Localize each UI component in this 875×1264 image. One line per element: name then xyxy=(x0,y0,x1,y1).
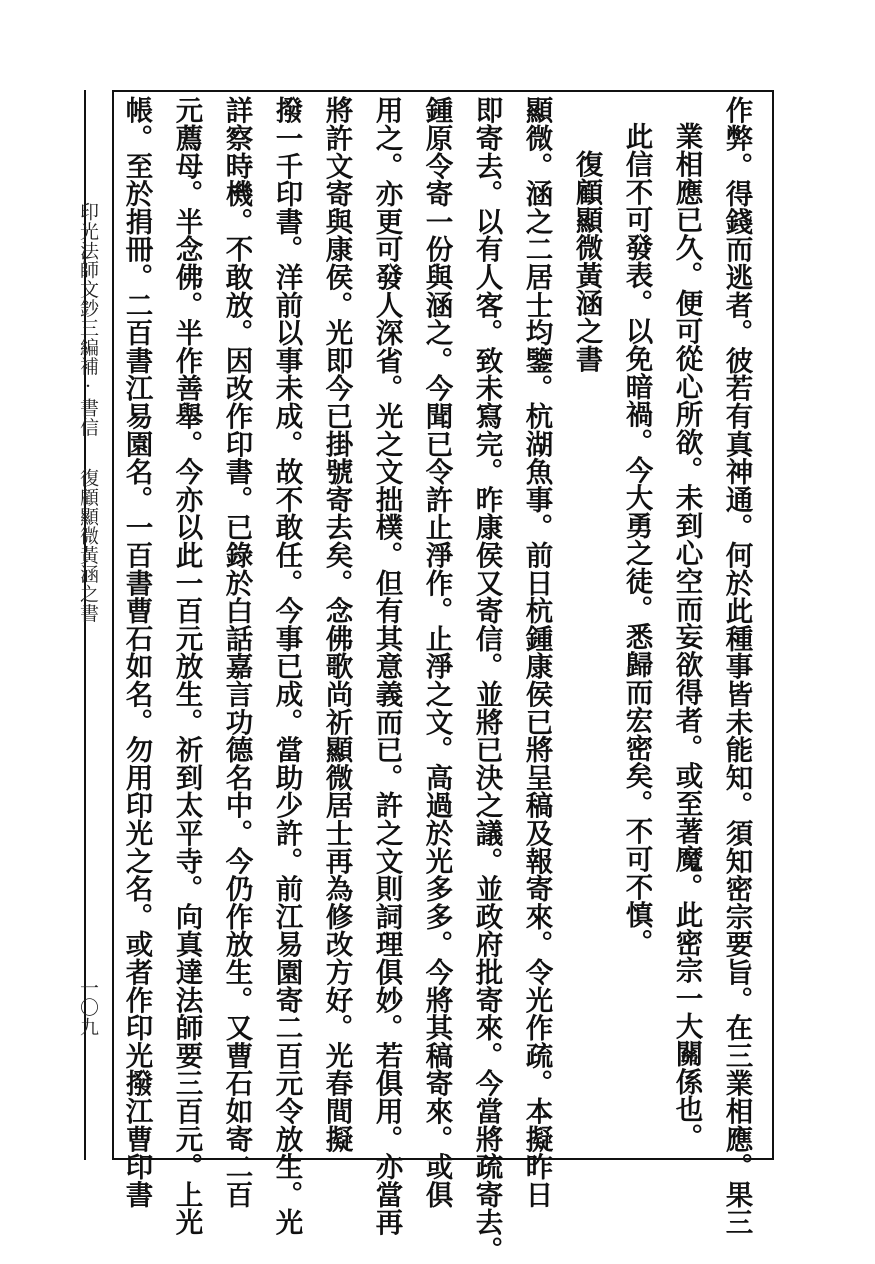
text-column: 此信不可發表。以免暗禍。今大勇之徒。悉歸而宏密矣。不可不慎。 xyxy=(620,122,653,956)
text-column: 元薦母。半念佛。半作善舉。今亦以此一百元放生。祈到太平寺。向真達法師要三百元。上光 xyxy=(170,96,203,1236)
text-column: 詳察時機。不敢放。因改作印書。已錄於白話嘉言功德名中。今仍作放生。又曹石如寄二百 xyxy=(220,96,253,1208)
section-label: 書信 xyxy=(77,398,99,437)
running-header xyxy=(78,202,97,437)
text-column: 作弊。得錢而逃者。彼若有真神通。何於此種事皆未能知。須知密宗要旨。在三業相應。果三 xyxy=(720,96,753,1236)
text-column: 用之。亦更可發人深省。光之文拙樸。但有其意義而已。許之文則詞理俱妙。若俱用。亦當再 xyxy=(370,96,403,1236)
book-title: 印光法師文鈔三編補 xyxy=(77,202,99,376)
page-number: 一〇九 xyxy=(77,978,99,1036)
text-column: 將許文寄與康侯。光即今已掛號寄去矣。念佛歌尚祈顯微居士再為修改方好。光春間擬 xyxy=(320,96,353,1153)
text-column: 顯微。涵之二居士均鑒。杭湖魚事。前日杭鍾康侯已將呈稿及報寄來。令光作疏。本擬昨日 xyxy=(520,96,553,1208)
text-column: 即寄去。以有人客。致未寫完。昨康侯又寄信。並將已決之議。並政府批寄來。今當將疏寄去。 xyxy=(470,96,503,1264)
text-column: 業相應已久。便可從心所欲。未到心空而妄欲得者。或至著魔。此密宗一大關係也。 xyxy=(670,122,703,1151)
text-column: 撥一千印書。洋前以事未成。故不敢任。今事已成。當助少許。前江易園寄二百元令放生。光 xyxy=(270,96,303,1236)
text-column: 鍾原令寄一份與涵之。今聞已令許止淨作。止淨之文。高過於光多多。今將其稿寄來。或俱 xyxy=(420,96,453,1208)
chapter-title-margin: 復顧顯微黃涵之書 xyxy=(77,468,99,623)
letter-heading: 復顧顯微黃涵之書 xyxy=(570,150,603,373)
text-column: 帳。至於捐冊。二百書江易園名。一百書曹石如名。勿用印光之名。或者作印光撥江曹印書 xyxy=(120,96,153,1208)
title-separator: · xyxy=(77,375,99,399)
